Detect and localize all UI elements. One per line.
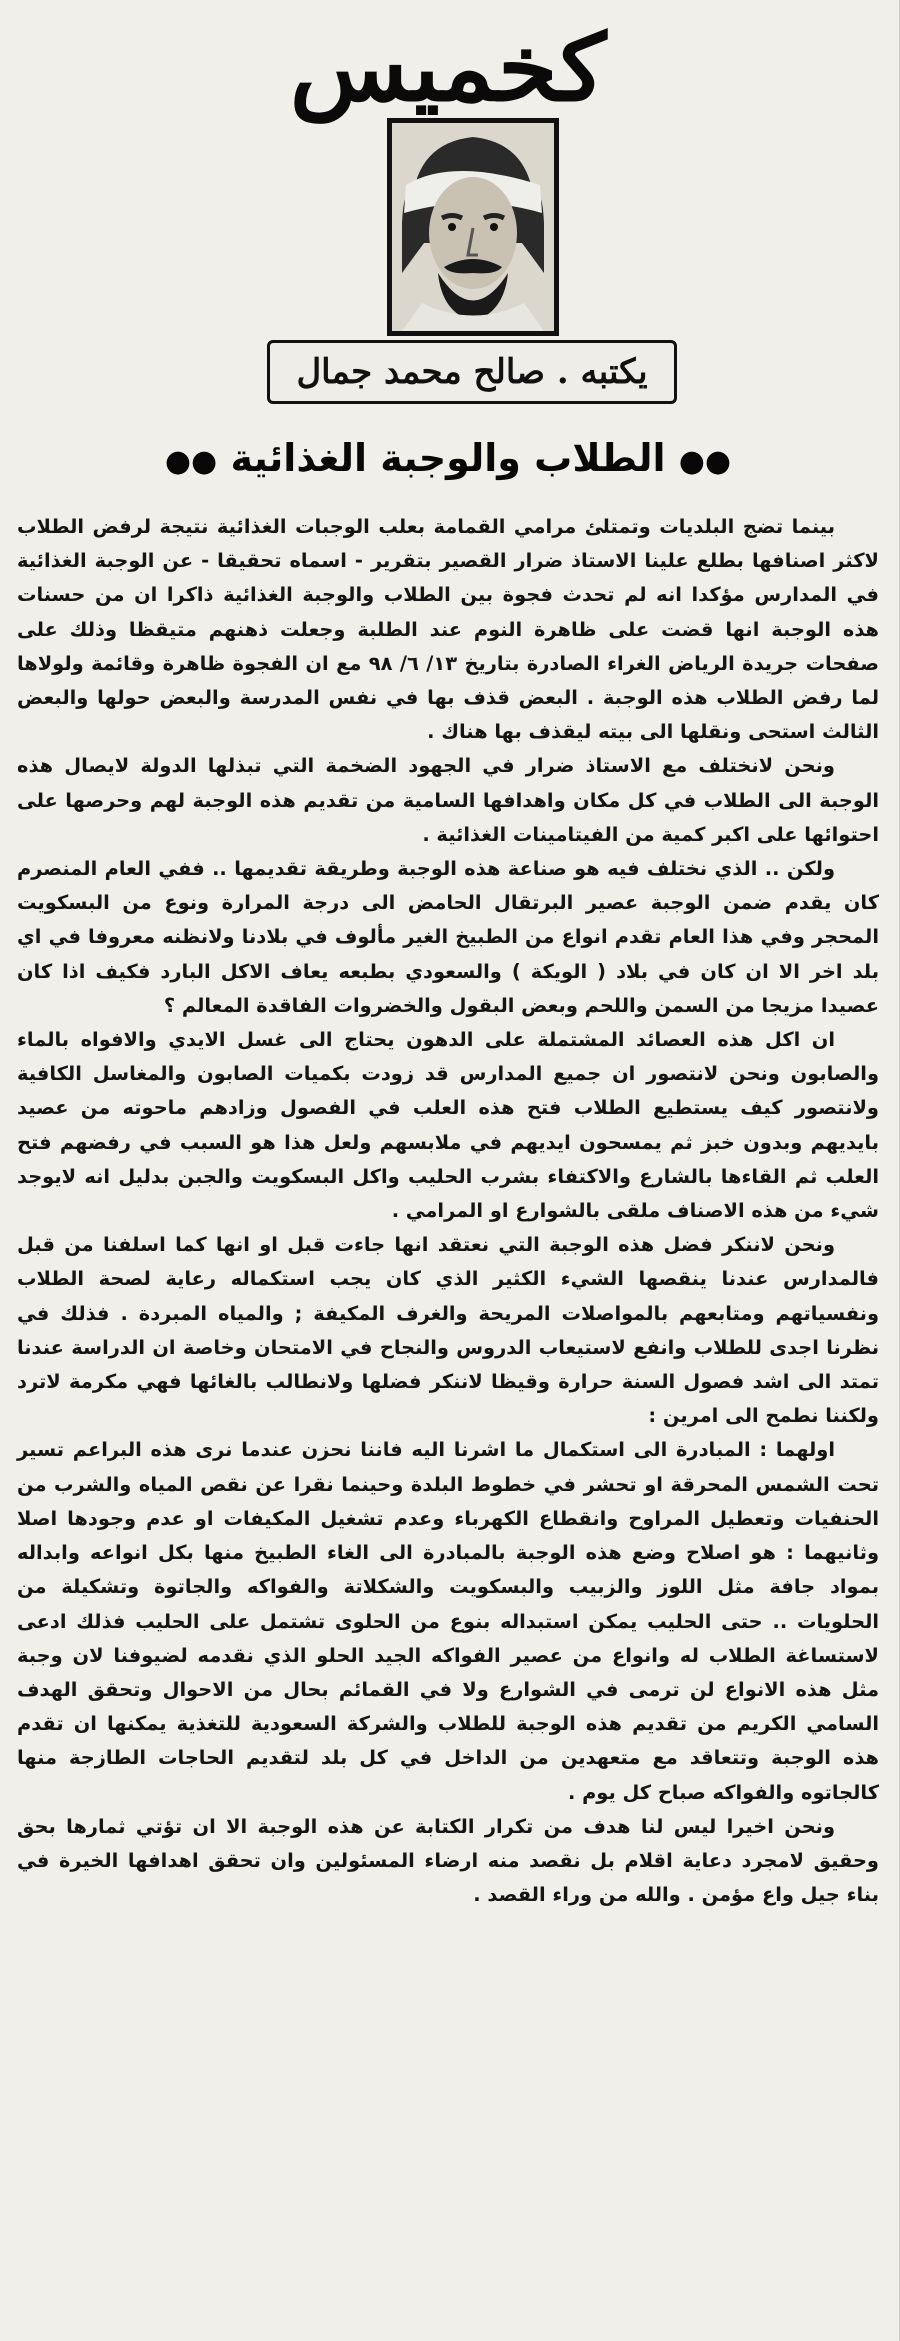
paragraph: ونحن لاننكر فضل هذه الوجبة التي نعتقد انها جاءت قبل او انها كما اسلفنا من قبل فالمدارس عندنا ينقصها الشيء الكثير الذي كان يجب استكماله رعاية لصحة الطلاب ونفسياتهم ومتابعهم بالمواصلات المريحة والغرف المكيفة ; والمياه المبردة . فذلك في نظرنا اجدى للطلاب وانفع لاستيعاب الدروس والنجاح في الامتحان وخاصة ان الدراسة عندنا تمتد الى اشد فصول السنة حرارة وقيظا لاننكر فضلها ولانطالب بالغائها فهي مكرمة لاترد ولكننا نطمح الى امرين : xyxy=(18,1233,880,1428)
headline-row xyxy=(18,430,880,490)
paragraph: ان اكل هذه العصائد المشتملة على الدهون يحتاج الى غسل الايدي والافواه بالماء والصابون ونحن لانتصور ان جميع المدارس قد زودت بكميات الصابون والمغاسل الكافية ولانتصور كيف يستطيع الطلاب فتح هذه العلب في الفصول وزادهم ماحوته من عصيد بايديهم وبدون خبز ثم يمسحون ايديهم في ملابسهم ولعل هذا هو السبب في رفضهم فتح العلب ثم القاءها بالشارع والاكتفاء بشرب الحليب واكل البسكويت والجبن بدليل انه لايوجد شيء من هذه الاصناف ملقى بالشوارع او المرامي . xyxy=(18,1028,880,1223)
article-body xyxy=(18,510,880,1912)
byline: يكتبه . صالح محمد جمال xyxy=(268,340,678,404)
paragraph: بينما تضج البلديات وتمتلئ مرامي القمامة بعلب الوجبات الغذائية نتيجة لرفض الطلاب لاكثر اصنافها بطلع علينا الاستاذ ضرار القصير بتقرير - اسماه تحقيقا - عن الوجبة الغذائية في المدارس مؤكدا انه لم تحدث فجوة بين الطلاب والوجبة الغذائية ذاكرا ان من حسنات هذه الوجبة انها قضت على ظاهرة النوم عند الطلبة وجعلت ذهنهم متيقظا وذلك على صفحات جريدة الرياض الغراء الصادرة بتاريخ ١٣/ ٦/ ٩٨ مع ان الفجوة ظاهرة وقائمة ولولاها لما رفض الطلاب هذه الوجبة . البعض قذف بها في نفس المدرسة والبعض حولها والبعض الثالث استحى ونقلها الى بيته ليقذف بها هناك . xyxy=(18,515,880,744)
column-header xyxy=(18,0,880,520)
bullet-marks-left: ●● xyxy=(165,444,219,479)
author-portrait xyxy=(388,118,560,336)
bullet-marks-right: ●● xyxy=(679,444,733,479)
headline: الطلاب والوجبة الغذائية xyxy=(231,436,667,480)
paragraph: ولكن .. الذي نختلف فيه هو صناعة هذه الوجبة وطريقة تقديمها .. ففي العام المنصرم كان يقدم ضمن الوجبة عصير البرتقال الحامض الى درجة المرارة ونوع من البسكويت المحجر وفي هذا العام تقدم انواع من الطبيخ الغير مألوف في بلادنا ولانظنه معروفا في اي بلد اخر الا ان كان في بلاد ( الويكة ) والسعودي بطبعه يعاف الاكل البارد فكيف اذا كان عصيدا مزيجا من السمن واللحم وبعض البقول والخضروات الفاقدة المعالم ؟ xyxy=(18,857,880,1017)
paragraph: ونحن لانختلف مع الاستاذ ضرار في الجهود الضخمة التي تبذلها الدولة لايصال هذه الوجبة الى الطلاب في كل مكان واهدافها السامية من تقديم هذه الوجبة لهم وحرصها على احتوائها على اكبر كمية من الفيتامينات الغذائية . xyxy=(18,754,880,846)
column-name: كخميس xyxy=(290,14,608,122)
paragraph: ونحن اخيرا ليس لنا هدف من تكرار الكتابة عن هذه الوجبة الا ان تؤتي ثمارها بحق وحقيق لامجرد دعاية اقلام بل نقصد منه ارضاء المسئولين وان تحقق اهدافها الخيرة في بناء جيل واع مؤمن . والله من وراء القصد . xyxy=(18,1814,880,1907)
paragraph: اولهما : المبادرة الى استكمال ما اشرنا اليه فاننا نحزن عندما نرى هذه البراعم تسير تحت الشمس المحرقة او تحشر في خطوط البلدة وحينما نقرا عن نقص المياه والشرب من الحنفيات وتعطيل المراوح وانقطاع الكهرباء وعدم تشغيل المكيفات او عدم وجودها اصلا وثانيهما : هو اصلاح وضع هذه الوجبة بالمبادرة الى الغاء الطبيخ منها بكل انواعه وابداله بمواد جافة مثل اللوز والزبيب والبسكويت والشكلاتة والفواكه والجاتوة وتشكيلة من الحلويات .. حتى الحليب يمكن استبداله بنوع من الحلوى تشتمل على الحليب فذلك ادعى لاستساغة الطلاب له وانواع من عصير الفواكه الجيد الحلو الذي نقدمه لضيوفنا لان وجبة مثل هذه الانواع لن ترمى في الشوارع ولا في القمائم بحال من الاحوال وتحقق الهدف السامي الكريم من تقديم هذه الوجبة للطلاب والشركة السعودية للتغذية يمكنها ان تقدم هذه الوجبة وتتعاقد مع متعهدين من الداخل في كل بلد لتقديم الحاجات الطازجة منها كالجاتوه والفواكه صباح كل يوم . xyxy=(18,1438,880,1804)
